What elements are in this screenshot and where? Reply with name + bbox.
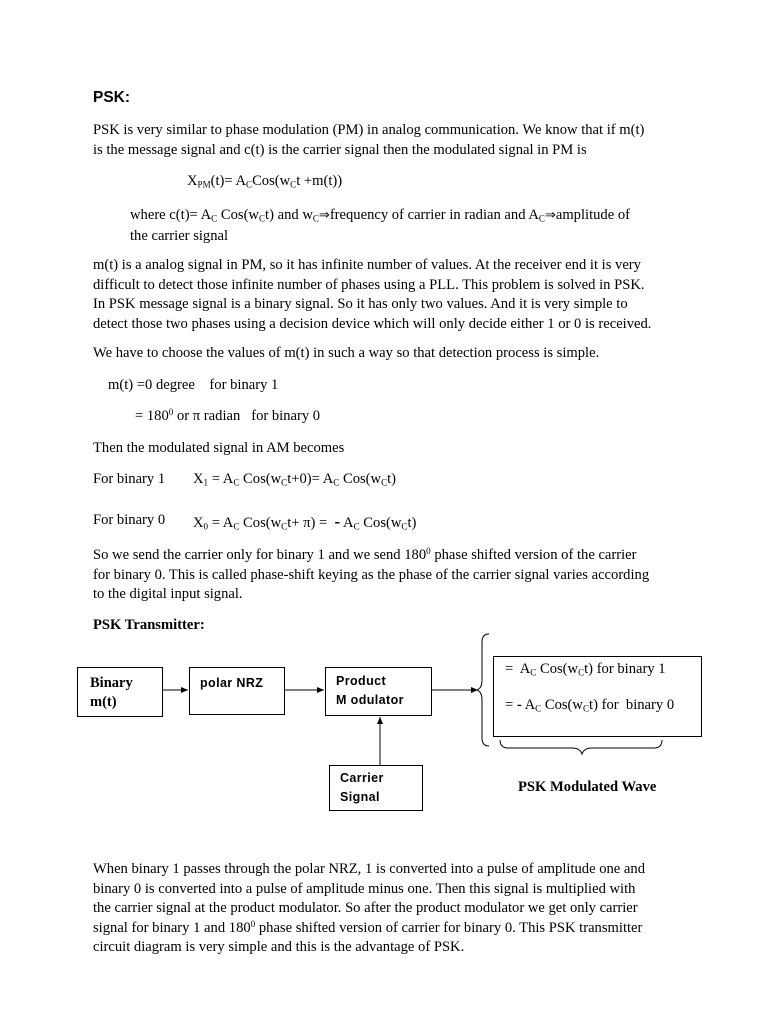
transmitter-heading: PSK Transmitter:: [93, 617, 205, 633]
polar-nrz-label: polar NRZ: [200, 676, 264, 690]
pm-equation: $X_{PM}(t)= A_CCos(w_Ct +m(t))$: [187, 173, 343, 190]
text-line: signal for binary 1 and $180^0$ phase shifted version of carrier for binary 0. This PSK transmitter: [93, 918, 643, 936]
explanation-paragraph: [93, 860, 687, 958]
where-clause: where $c(t)= A_C$ $Cos(w_Ct)$ and $w_C\Rightarrow frequency$ of carrier in radian and $A_C\Rightarrow amplitude$ of the carrier signal: [130, 207, 631, 244]
carrier-signal-label: Carrier Signal: [340, 771, 384, 804]
output-brace-vertical: [477, 634, 489, 746]
text-line: m(t) is a analog signal in PM, so it has infinite number of values. At the receiver end it is very: [93, 257, 641, 273]
text-line: When binary 1 passes through the polar NRZ, 1 is converted into a pulse of amplitude one and: [93, 861, 645, 877]
product-modulator-label: Product M odulator: [336, 674, 404, 707]
text-line: for binary 0. This is called phase-shift keying as the phase of the carrier signal varies according: [93, 566, 650, 583]
text-line: binary 0 is converted into a pulse of amplitude minus one. Then this signal is multiplied with: [93, 880, 636, 897]
text-line: to the digital input signal.: [93, 586, 243, 602]
text-line: In PSK message signal is a binary signal. So it has only two values. And it is very simple to: [93, 296, 628, 312]
mt-binary1: m(t) =0 degree for binary 1: [108, 377, 279, 393]
choose-paragraph: We have to choose the values of m(t) in such a way so that detection process is simple.: [93, 345, 600, 361]
binary-input-label: Binary m(t): [90, 675, 133, 710]
mt-binary0: = $180^0$ or π radian for binary 0: [135, 407, 321, 424]
text-line: detect those two phases using a decision device which will only decide either 1 or 0 is received.: [93, 315, 652, 332]
text-line: PSK is very similar to phase modulation (PM) in analog communication. We know that if m(t): [93, 122, 645, 138]
psk-modulated-wave-label: PSK Modulated Wave: [518, 779, 657, 795]
output-binary1: = $A_C$ $Cos(w_Ct)$ for binary 1: [505, 661, 666, 678]
text-line: is the message signal and c(t) is the carrier signal then the modulated signal in PM is: [93, 141, 587, 158]
text-line: So we send the carrier only for binary 1 and we send $180^0$ phase shifted version of the carrier: [93, 546, 637, 563]
output-binary0: = - $A_C$ $Cos(w_Ct)$ for binary 0: [505, 697, 675, 714]
page-title: PSK:: [93, 89, 131, 106]
text-line: difficult to detect those infinite number of phases using a PLL. This problem is solved in PSK.: [93, 276, 645, 293]
text-line: the carrier signal at the product modulator. So after the product modulator we get only carrier: [93, 900, 638, 916]
binary1-equation: $X_1 = A_C$ $Cos(w_Ct+0)= A_C$ $Cos(w_Ct)$: [193, 471, 397, 488]
text-line: circuit diagram is very simple and this is the advantage of PSK.: [93, 939, 465, 955]
output-brace-horizontal: [500, 740, 662, 754]
right-arrow-icon: ⇒: [544, 208, 556, 223]
binary0-equation: $X_0 = A_C$ $Cos(w_Ct+ \pi)$ = - $A_C$ $Cos(w_Ct)$: [193, 512, 417, 532]
binary0-equation-label: For binary 0: [93, 512, 166, 528]
right-arrow-icon: ⇒: [318, 208, 330, 223]
binary1-equation-label: For binary 1: [93, 471, 166, 487]
am-paragraph: Then the modulated signal in AM becomes: [93, 440, 345, 456]
